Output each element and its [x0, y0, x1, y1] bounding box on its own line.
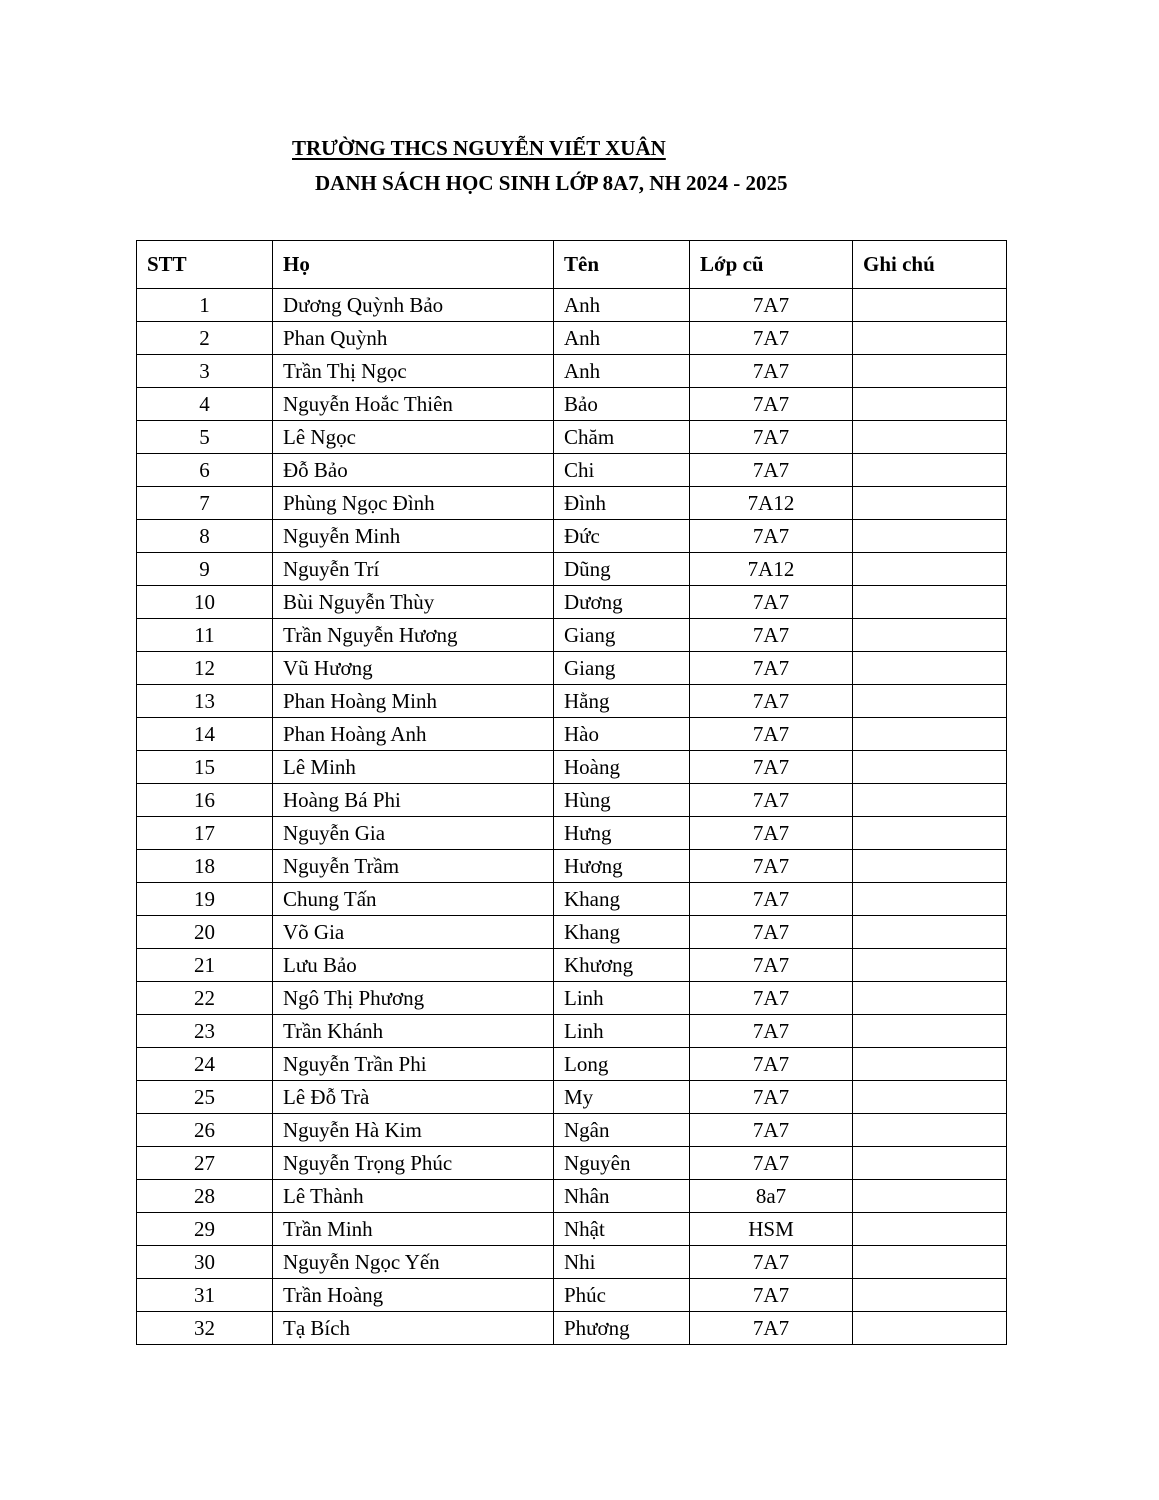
table-row [137, 619, 1007, 652]
table-row [137, 487, 1007, 520]
table-row [137, 1213, 1007, 1246]
cell-old-class: 8a7 [690, 1180, 853, 1213]
cell-last-name: Lê Minh [273, 751, 554, 784]
cell-last-name: Tạ Bích [273, 1312, 554, 1345]
cell-note [853, 454, 1007, 487]
cell-last-name: Phan Hoàng Anh [273, 718, 554, 751]
cell-note [853, 1015, 1007, 1048]
table-body [137, 289, 1007, 1345]
header-note: Ghi chú [853, 241, 1007, 289]
cell-first-name: Dương [554, 586, 690, 619]
cell-stt: 11 [137, 619, 273, 652]
cell-first-name: Khương [554, 949, 690, 982]
cell-first-name: Chi [554, 454, 690, 487]
cell-note [853, 289, 1007, 322]
cell-last-name: Dương Quỳnh Bảo [273, 289, 554, 322]
cell-last-name: Nguyễn Gia [273, 817, 554, 850]
table-row [137, 1147, 1007, 1180]
cell-note [853, 652, 1007, 685]
table-row [137, 850, 1007, 883]
cell-old-class: 7A7 [690, 916, 853, 949]
cell-stt: 21 [137, 949, 273, 982]
cell-note [853, 421, 1007, 454]
cell-stt: 32 [137, 1312, 273, 1345]
table-row [137, 817, 1007, 850]
cell-old-class: 7A7 [690, 982, 853, 1015]
cell-stt: 26 [137, 1114, 273, 1147]
cell-last-name: Trần Thị Ngọc [273, 355, 554, 388]
document-title: DANH SÁCH HỌC SINH LỚP 8A7, NH 2024 - 2025 [315, 171, 788, 195]
cell-first-name: Chăm [554, 421, 690, 454]
cell-first-name: Khang [554, 916, 690, 949]
table-row [137, 718, 1007, 751]
cell-stt: 6 [137, 454, 273, 487]
cell-stt: 9 [137, 553, 273, 586]
cell-last-name: Nguyễn Hoắc Thiên [273, 388, 554, 421]
cell-last-name: Phan Hoàng Minh [273, 685, 554, 718]
table-row [137, 289, 1007, 322]
cell-note [853, 553, 1007, 586]
cell-stt: 5 [137, 421, 273, 454]
table-row [137, 586, 1007, 619]
cell-old-class: 7A7 [690, 883, 853, 916]
cell-old-class: 7A7 [690, 718, 853, 751]
cell-stt: 24 [137, 1048, 273, 1081]
cell-last-name: Nguyễn Trần Phi [273, 1048, 554, 1081]
cell-note [853, 1081, 1007, 1114]
cell-note [853, 322, 1007, 355]
cell-old-class: 7A7 [690, 1114, 853, 1147]
cell-last-name: Lê Ngọc [273, 421, 554, 454]
cell-old-class: 7A7 [690, 850, 853, 883]
table-row [137, 322, 1007, 355]
cell-note [853, 619, 1007, 652]
cell-first-name: Linh [554, 982, 690, 1015]
cell-stt: 25 [137, 1081, 273, 1114]
table-row [137, 982, 1007, 1015]
header-first-name: Tên [554, 241, 690, 289]
cell-first-name: Giang [554, 652, 690, 685]
cell-stt: 17 [137, 817, 273, 850]
cell-old-class: 7A7 [690, 1015, 853, 1048]
cell-note [853, 883, 1007, 916]
cell-old-class: 7A7 [690, 1246, 853, 1279]
cell-note [853, 1213, 1007, 1246]
cell-first-name: Nhi [554, 1246, 690, 1279]
cell-old-class: 7A7 [690, 1312, 853, 1345]
cell-last-name: Đỗ Bảo [273, 454, 554, 487]
header-row [137, 241, 1007, 289]
cell-note [853, 487, 1007, 520]
student-list-table [136, 240, 1007, 1345]
cell-note [853, 1312, 1007, 1345]
cell-stt: 19 [137, 883, 273, 916]
cell-first-name: Hoàng [554, 751, 690, 784]
table-row [137, 1081, 1007, 1114]
cell-note [853, 718, 1007, 751]
cell-stt: 8 [137, 520, 273, 553]
cell-stt: 28 [137, 1180, 273, 1213]
table-row [137, 1180, 1007, 1213]
cell-last-name: Võ Gia [273, 916, 554, 949]
table-row [137, 553, 1007, 586]
cell-old-class: 7A7 [690, 322, 853, 355]
cell-first-name: Nhân [554, 1180, 690, 1213]
table-row [137, 1246, 1007, 1279]
cell-last-name: Nguyễn Trí [273, 553, 554, 586]
cell-stt: 4 [137, 388, 273, 421]
table-row [137, 751, 1007, 784]
table-row [137, 454, 1007, 487]
cell-first-name: Linh [554, 1015, 690, 1048]
cell-first-name: Hùng [554, 784, 690, 817]
cell-stt: 14 [137, 718, 273, 751]
cell-note [853, 355, 1007, 388]
cell-first-name: Bảo [554, 388, 690, 421]
cell-note [853, 1279, 1007, 1312]
cell-note [853, 1048, 1007, 1081]
cell-old-class: 7A7 [690, 1147, 853, 1180]
cell-first-name: Phúc [554, 1279, 690, 1312]
cell-first-name: Long [554, 1048, 690, 1081]
cell-stt: 30 [137, 1246, 273, 1279]
cell-stt: 7 [137, 487, 273, 520]
cell-first-name: Giang [554, 619, 690, 652]
cell-stt: 31 [137, 1279, 273, 1312]
cell-note [853, 817, 1007, 850]
cell-note [853, 586, 1007, 619]
cell-old-class: 7A7 [690, 289, 853, 322]
cell-last-name: Trần Minh [273, 1213, 554, 1246]
cell-last-name: Nguyễn Minh [273, 520, 554, 553]
cell-stt: 29 [137, 1213, 273, 1246]
cell-first-name: Đình [554, 487, 690, 520]
table-row [137, 652, 1007, 685]
school-name: TRƯỜNG THCS NGUYỄN VIẾT XUÂN [292, 136, 666, 160]
cell-old-class: 7A7 [690, 751, 853, 784]
cell-old-class: 7A7 [690, 652, 853, 685]
cell-note [853, 850, 1007, 883]
cell-stt: 18 [137, 850, 273, 883]
cell-stt: 13 [137, 685, 273, 718]
cell-stt: 12 [137, 652, 273, 685]
cell-first-name: Đức [554, 520, 690, 553]
table-row [137, 949, 1007, 982]
cell-note [853, 520, 1007, 553]
cell-first-name: Nguyên [554, 1147, 690, 1180]
cell-note [853, 1114, 1007, 1147]
cell-last-name: Lê Thành [273, 1180, 554, 1213]
cell-old-class: 7A12 [690, 487, 853, 520]
cell-first-name: Hưng [554, 817, 690, 850]
cell-first-name: My [554, 1081, 690, 1114]
header-stt: STT [137, 241, 273, 289]
cell-last-name: Bùi Nguyễn Thùy [273, 586, 554, 619]
cell-first-name: Anh [554, 355, 690, 388]
cell-note [853, 1246, 1007, 1279]
cell-stt: 16 [137, 784, 273, 817]
cell-last-name: Nguyễn Hà Kim [273, 1114, 554, 1147]
cell-old-class: 7A7 [690, 586, 853, 619]
cell-old-class: 7A7 [690, 619, 853, 652]
cell-first-name: Anh [554, 289, 690, 322]
cell-first-name: Hào [554, 718, 690, 751]
cell-stt: 2 [137, 322, 273, 355]
cell-note [853, 982, 1007, 1015]
cell-last-name: Trần Hoàng [273, 1279, 554, 1312]
cell-old-class: 7A7 [690, 685, 853, 718]
cell-last-name: Nguyễn Ngọc Yến [273, 1246, 554, 1279]
table-row [137, 1048, 1007, 1081]
cell-last-name: Vũ Hương [273, 652, 554, 685]
cell-last-name: Nguyễn Trọng Phúc [273, 1147, 554, 1180]
cell-old-class: HSM [690, 1213, 853, 1246]
table-row [137, 1015, 1007, 1048]
table-row [137, 1114, 1007, 1147]
table-row [137, 685, 1007, 718]
table-row [137, 1312, 1007, 1345]
cell-old-class: 7A7 [690, 784, 853, 817]
cell-note [853, 784, 1007, 817]
header-last-name: Họ [273, 241, 554, 289]
cell-old-class: 7A7 [690, 1081, 853, 1114]
cell-stt: 22 [137, 982, 273, 1015]
cell-old-class: 7A7 [690, 520, 853, 553]
cell-stt: 1 [137, 289, 273, 322]
cell-first-name: Hương [554, 850, 690, 883]
table-header [137, 241, 1007, 289]
cell-first-name: Khang [554, 883, 690, 916]
cell-note [853, 1180, 1007, 1213]
cell-last-name: Phùng Ngọc Đình [273, 487, 554, 520]
cell-old-class: 7A7 [690, 454, 853, 487]
cell-stt: 15 [137, 751, 273, 784]
cell-first-name: Ngân [554, 1114, 690, 1147]
cell-last-name: Lê Đỗ Trà [273, 1081, 554, 1114]
table-row [137, 883, 1007, 916]
cell-stt: 20 [137, 916, 273, 949]
cell-first-name: Hằng [554, 685, 690, 718]
cell-note [853, 388, 1007, 421]
cell-stt: 27 [137, 1147, 273, 1180]
cell-stt: 10 [137, 586, 273, 619]
table-row [137, 388, 1007, 421]
cell-last-name: Phan Quỳnh [273, 322, 554, 355]
cell-first-name: Phương [554, 1312, 690, 1345]
table-row [137, 355, 1007, 388]
cell-old-class: 7A7 [690, 421, 853, 454]
cell-last-name: Lưu Bảo [273, 949, 554, 982]
cell-old-class: 7A7 [690, 355, 853, 388]
cell-stt: 23 [137, 1015, 273, 1048]
cell-old-class: 7A7 [690, 949, 853, 982]
table-row [137, 1279, 1007, 1312]
cell-last-name: Ngô Thị Phương [273, 982, 554, 1015]
cell-stt: 3 [137, 355, 273, 388]
table-row [137, 520, 1007, 553]
cell-first-name: Anh [554, 322, 690, 355]
header-old-class: Lớp cũ [690, 241, 853, 289]
cell-last-name: Hoàng Bá Phi [273, 784, 554, 817]
table-row [137, 784, 1007, 817]
cell-note [853, 751, 1007, 784]
cell-first-name: Dũng [554, 553, 690, 586]
cell-note [853, 685, 1007, 718]
cell-last-name: Trần Khánh [273, 1015, 554, 1048]
table-row [137, 916, 1007, 949]
cell-last-name: Trần Nguyễn Hương [273, 619, 554, 652]
cell-last-name: Chung Tấn [273, 883, 554, 916]
cell-note [853, 1147, 1007, 1180]
cell-note [853, 949, 1007, 982]
cell-old-class: 7A7 [690, 388, 853, 421]
cell-old-class: 7A7 [690, 1279, 853, 1312]
cell-note [853, 916, 1007, 949]
cell-old-class: 7A7 [690, 817, 853, 850]
cell-last-name: Nguyễn Trầm [273, 850, 554, 883]
cell-old-class: 7A12 [690, 553, 853, 586]
table-row [137, 421, 1007, 454]
cell-first-name: Nhật [554, 1213, 690, 1246]
cell-old-class: 7A7 [690, 1048, 853, 1081]
